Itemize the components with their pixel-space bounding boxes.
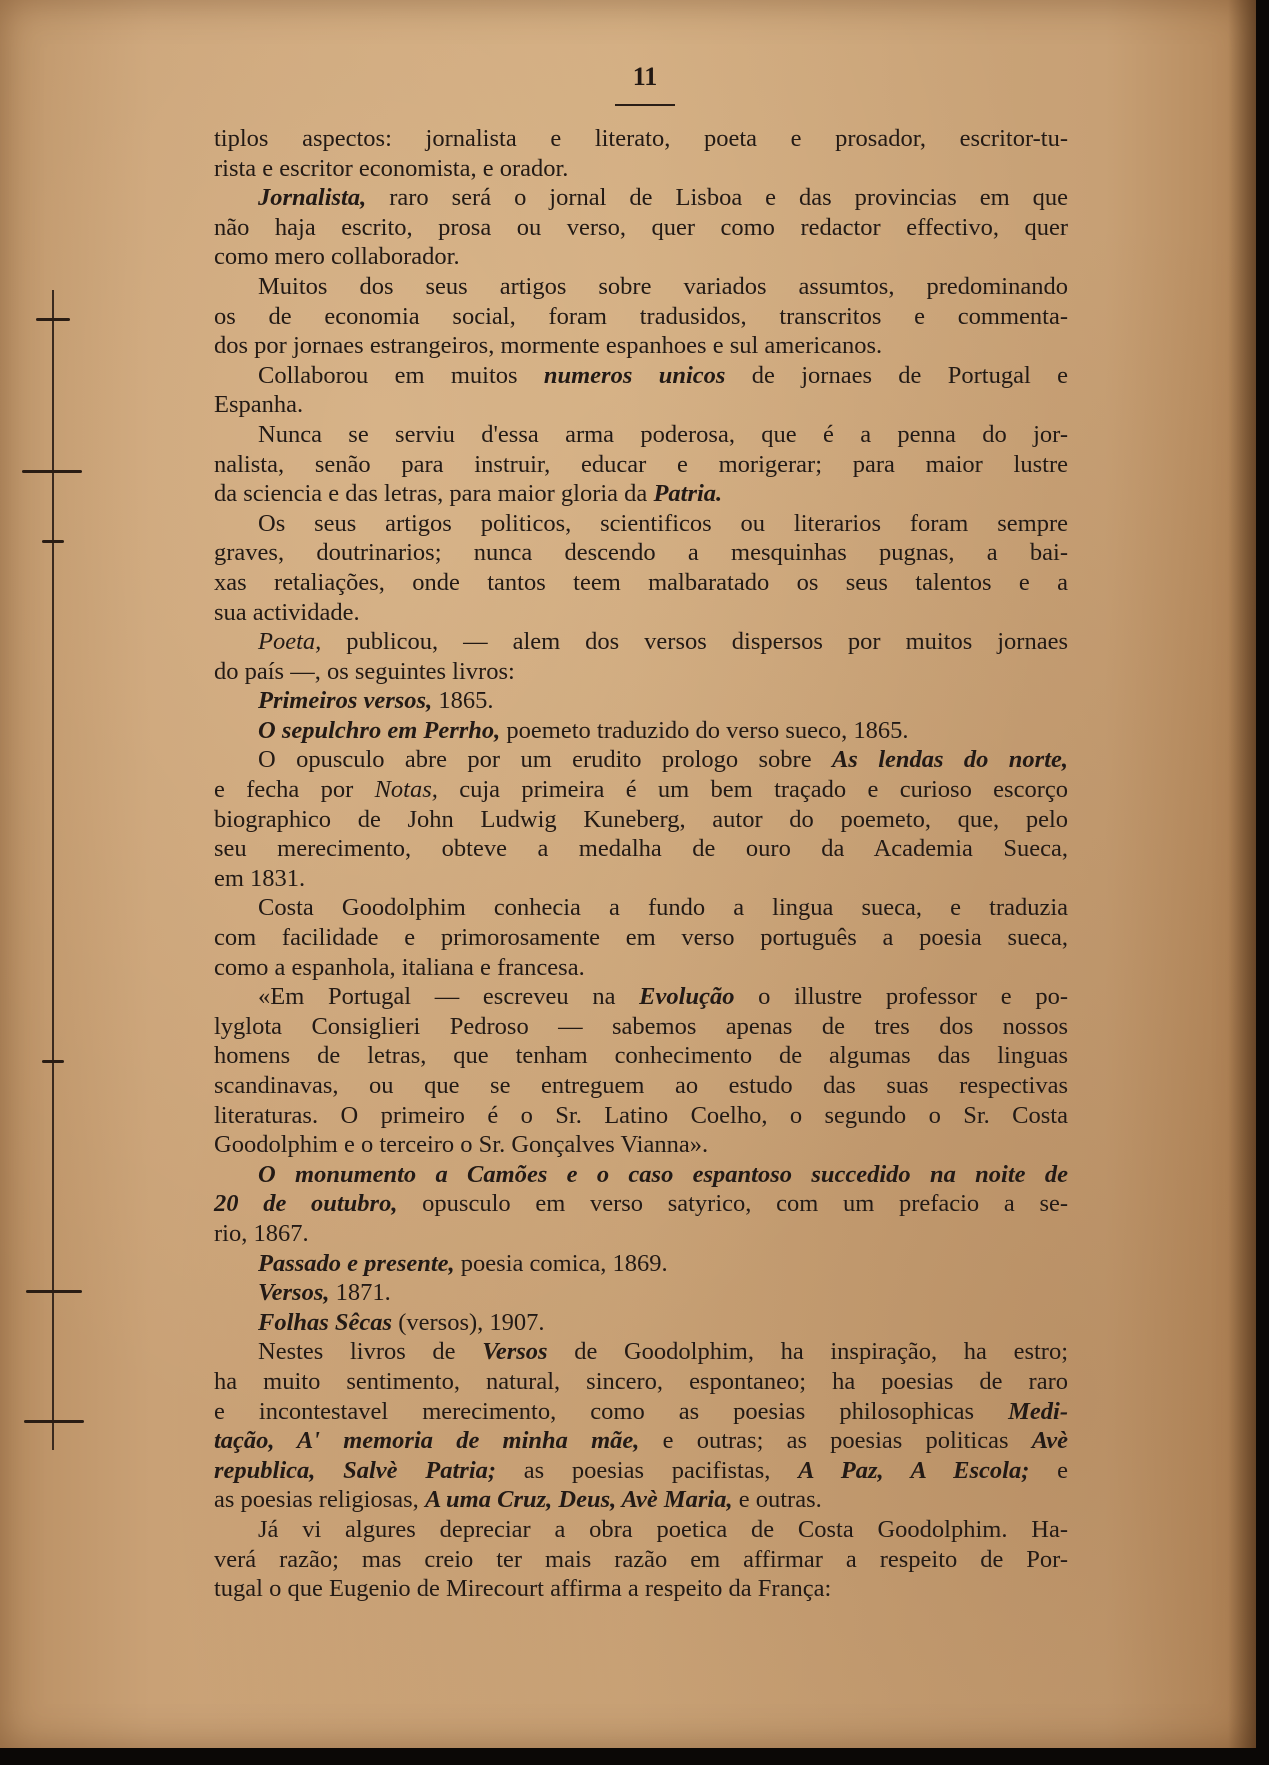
- text-run: com facilidade e primorosamente em verso português a poesia sueca,: [214, 924, 1068, 952]
- text-run: cuja primeira é um bem traçado e curioso escorço: [437, 776, 1068, 804]
- emphasized-text: Versos: [482, 1338, 548, 1366]
- emphasized-text: Patria.: [653, 480, 723, 508]
- text-line: [214, 390, 1068, 420]
- binding-stitch: [26, 1290, 82, 1293]
- text-run: 1871.: [329, 1279, 391, 1307]
- emphasized-text: Medi-: [1008, 1397, 1068, 1425]
- text-run: biographico de John Ludwig Kuneberg, autor do poemeto, que, pelo: [214, 805, 1068, 833]
- text-run: rio, 1867.: [214, 1219, 309, 1247]
- binding-stitch: [22, 470, 82, 473]
- text-run: publicou, — alem dos versos dispersos por muitos jornaes: [321, 628, 1068, 656]
- text-run: Espanha.: [214, 391, 304, 419]
- emphasized-text: A Paz, A Escola;: [798, 1456, 1030, 1484]
- text-run: da sciencia e das letras, para maior gloria da: [214, 480, 654, 508]
- text-line: [214, 1574, 1068, 1604]
- text-run: raro será o jornal de Lisboa e das provincias em que: [366, 184, 1068, 212]
- emphasized-text: O monumento a Camões e o caso espantoso succedido na noite de: [258, 1160, 1068, 1188]
- text-line: [214, 1278, 1068, 1308]
- text-run: e: [1029, 1456, 1068, 1484]
- text-run: Collaborou em muitos: [258, 361, 544, 389]
- text-run: Nestes livros de: [258, 1338, 483, 1366]
- text-line: [214, 1397, 1068, 1427]
- text-run: e fecha por: [214, 776, 375, 804]
- emphasized-text: Versos,: [258, 1279, 330, 1307]
- text-run: Os seus artigos politicos, scientificos ou literarios foram sempre: [258, 509, 1068, 537]
- text-line: [214, 1426, 1068, 1456]
- text-line: [214, 509, 1068, 539]
- emphasized-text: A uma Cruz, Deus, Avè Maria,: [424, 1486, 733, 1514]
- emphasized-text: Poeta,: [258, 628, 322, 656]
- text-line: [214, 1545, 1068, 1575]
- text-line: [214, 1101, 1068, 1131]
- text-run: sua actividade.: [214, 598, 360, 626]
- text-run: como mero collaborador.: [214, 243, 460, 271]
- text-line: [214, 420, 1068, 450]
- text-line: [214, 982, 1068, 1012]
- text-run: e outras; as poesias politicas: [639, 1427, 1032, 1455]
- text-line: [214, 893, 1068, 923]
- text-line: [214, 450, 1068, 480]
- text-line: [214, 953, 1068, 983]
- text-run: O opusculo abre por um erudito prologo sobre: [258, 746, 832, 774]
- text-line: [214, 598, 1068, 628]
- text-line: [214, 302, 1068, 332]
- text-line: [214, 1367, 1068, 1397]
- text-run: Nunca se serviu d'essa arma poderosa, que é a penna do jor-: [258, 420, 1068, 448]
- text-line: [214, 1219, 1068, 1249]
- text-line: [214, 1337, 1068, 1367]
- emphasized-text: Notas,: [374, 776, 438, 804]
- text-line: [214, 864, 1068, 894]
- binding-stitch: [42, 1060, 64, 1063]
- text-run: os de economia social, foram tradusidos, transcritos e commenta-: [214, 302, 1068, 330]
- text-run: Costa Goodolphim conhecia a fundo a lingua sueca, e traduzia: [258, 894, 1068, 922]
- binding-stitch: [42, 540, 64, 543]
- text-line: [214, 657, 1068, 687]
- text-line: [214, 124, 1068, 154]
- text-run: as poesias religiosas,: [214, 1486, 425, 1514]
- emphasized-text: Evolução: [639, 983, 735, 1011]
- text-run: opusculo em verso satyrico, com um prefacio a se-: [397, 1190, 1069, 1218]
- text-run: literaturas. O primeiro é o Sr. Latino Coelho, o segundo o Sr. Costa: [214, 1101, 1068, 1129]
- emphasized-text: As lendas do norte,: [831, 746, 1069, 774]
- text-run: scandinavas, ou que se entreguem ao estudo das suas respectivas: [214, 1072, 1068, 1099]
- emphasized-text: numeros unicos: [543, 361, 726, 389]
- emphasized-text: Jornalista,: [258, 184, 367, 212]
- text-run: de Goodolphim, ha inspiração, ha estro;: [547, 1338, 1068, 1366]
- text-line: [214, 834, 1068, 864]
- text-line: [214, 805, 1068, 835]
- text-run: em 1831.: [214, 864, 306, 892]
- text-line: [214, 1041, 1068, 1071]
- text-run: (versos), 1907.: [392, 1308, 545, 1336]
- emphasized-text: Avè: [1031, 1427, 1068, 1455]
- text-line: [214, 1012, 1068, 1042]
- text-line: [214, 183, 1068, 213]
- text-line: [214, 272, 1068, 302]
- text-line: [214, 361, 1068, 391]
- text-line: [214, 331, 1068, 361]
- text-run: tiplos aspectos: jornalista e literato, poeta e prosador, escritor-tu-: [214, 125, 1068, 152]
- text-run: 1865.: [432, 687, 494, 715]
- text-run: como a espanhola, italiana e francesa.: [214, 953, 585, 981]
- text-run: Muitos dos seus artigos sobre variados assumtos, predominando: [258, 272, 1068, 300]
- text-run: Já vi algures depreciar a obra poetica de Costa Goodolphim. Ha-: [258, 1515, 1068, 1543]
- text-run: e outras.: [732, 1486, 822, 1514]
- text-line: [214, 1130, 1068, 1160]
- text-run: ha muito sentimento, natural, sincero, espontaneo; ha poesias de raro: [214, 1367, 1068, 1395]
- emphasized-text: Passado e presente,: [258, 1249, 455, 1277]
- binding-stitch: [24, 1420, 84, 1423]
- text-run: «Em Portugal — escreveu na: [258, 983, 640, 1011]
- text-run: homens de letras, que tenham conhecimento de algumas das linguas: [214, 1042, 1068, 1070]
- emphasized-text: tação, A' memoria de minha mãe,: [214, 1427, 640, 1455]
- text-line: [214, 1456, 1068, 1486]
- text-run: de jornaes de Portugal e: [725, 361, 1068, 389]
- text-run: dos por jornaes estrangeiros, mormente espanhoes e sul americanos.: [214, 332, 883, 360]
- text-run: tugal o que Eugenio de Mirecourt affirma a respeito da França:: [214, 1575, 832, 1603]
- text-run: poesia comica, 1869.: [454, 1249, 668, 1277]
- text-line: [214, 1189, 1068, 1219]
- text-run: verá razão; mas creio ter mais razão em affirmar a respeito de Por-: [214, 1545, 1068, 1573]
- text-line: [214, 479, 1068, 509]
- text-line: [214, 242, 1068, 272]
- page-edge-shadow: [1228, 0, 1256, 1748]
- text-line: [214, 538, 1068, 568]
- text-line: [214, 1249, 1068, 1279]
- text-line: [214, 213, 1068, 243]
- text-line: [214, 1485, 1068, 1515]
- text-line: [214, 568, 1068, 598]
- text-line: [214, 775, 1068, 805]
- text-line: [214, 1515, 1068, 1545]
- text-run: xas retaliações, onde tantos teem malbaratado os seus talentos e a: [214, 568, 1068, 596]
- text-run: seu merecimento, obteve a medalha de ouro da Academia Sueca,: [214, 835, 1068, 863]
- text-run: e incontestavel merecimento, como as poesias philosophicas: [214, 1397, 1009, 1425]
- page-number: 11: [632, 62, 658, 91]
- emphasized-text: Primeiros versos,: [258, 687, 433, 715]
- binding-thread: [52, 290, 54, 1450]
- text-line: [214, 1308, 1068, 1338]
- text-run: as poesias pacifistas,: [496, 1456, 799, 1484]
- text-line: [214, 1071, 1068, 1101]
- emphasized-text: republica, Salvè Patria;: [214, 1456, 497, 1484]
- text-line: [214, 745, 1068, 775]
- page-number-rule: [615, 104, 675, 106]
- text-run: graves, doutrinarios; nunca descendo a mesquinhas pugnas, a bai-: [214, 539, 1068, 567]
- text-line: [214, 716, 1068, 746]
- binding-stitch: [36, 318, 70, 321]
- text-run: nalista, senão para instruir, educar e morigerar; para maior lustre: [214, 450, 1068, 478]
- emphasized-text: O sepulchro em Perrho,: [258, 716, 501, 744]
- text-line: [214, 686, 1068, 716]
- text-run: rista e escritor economista, e orador.: [214, 154, 569, 182]
- text-line: [214, 923, 1068, 953]
- text-run: Goodolphim e o terceiro o Sr. Gonçalves Vianna».: [214, 1131, 709, 1159]
- text-line: [214, 1160, 1068, 1190]
- text-run: lyglota Consiglieri Pedroso — sabemos apenas de tres dos nossos: [214, 1012, 1068, 1040]
- text-line: [214, 627, 1068, 657]
- body-text: [214, 124, 1068, 1604]
- text-run: poemeto traduzido do verso sueco, 1865.: [500, 716, 909, 744]
- text-line: [214, 154, 1068, 184]
- text-run: o illustre professor e po-: [734, 983, 1069, 1011]
- text-run: do país —, os seguintes livros:: [214, 657, 515, 685]
- emphasized-text: Folhas Sêcas: [258, 1308, 393, 1336]
- emphasized-text: 20 de outubro,: [214, 1190, 398, 1218]
- text-run: não haja escrito, prosa ou verso, quer como redactor effectivo, quer: [214, 213, 1068, 241]
